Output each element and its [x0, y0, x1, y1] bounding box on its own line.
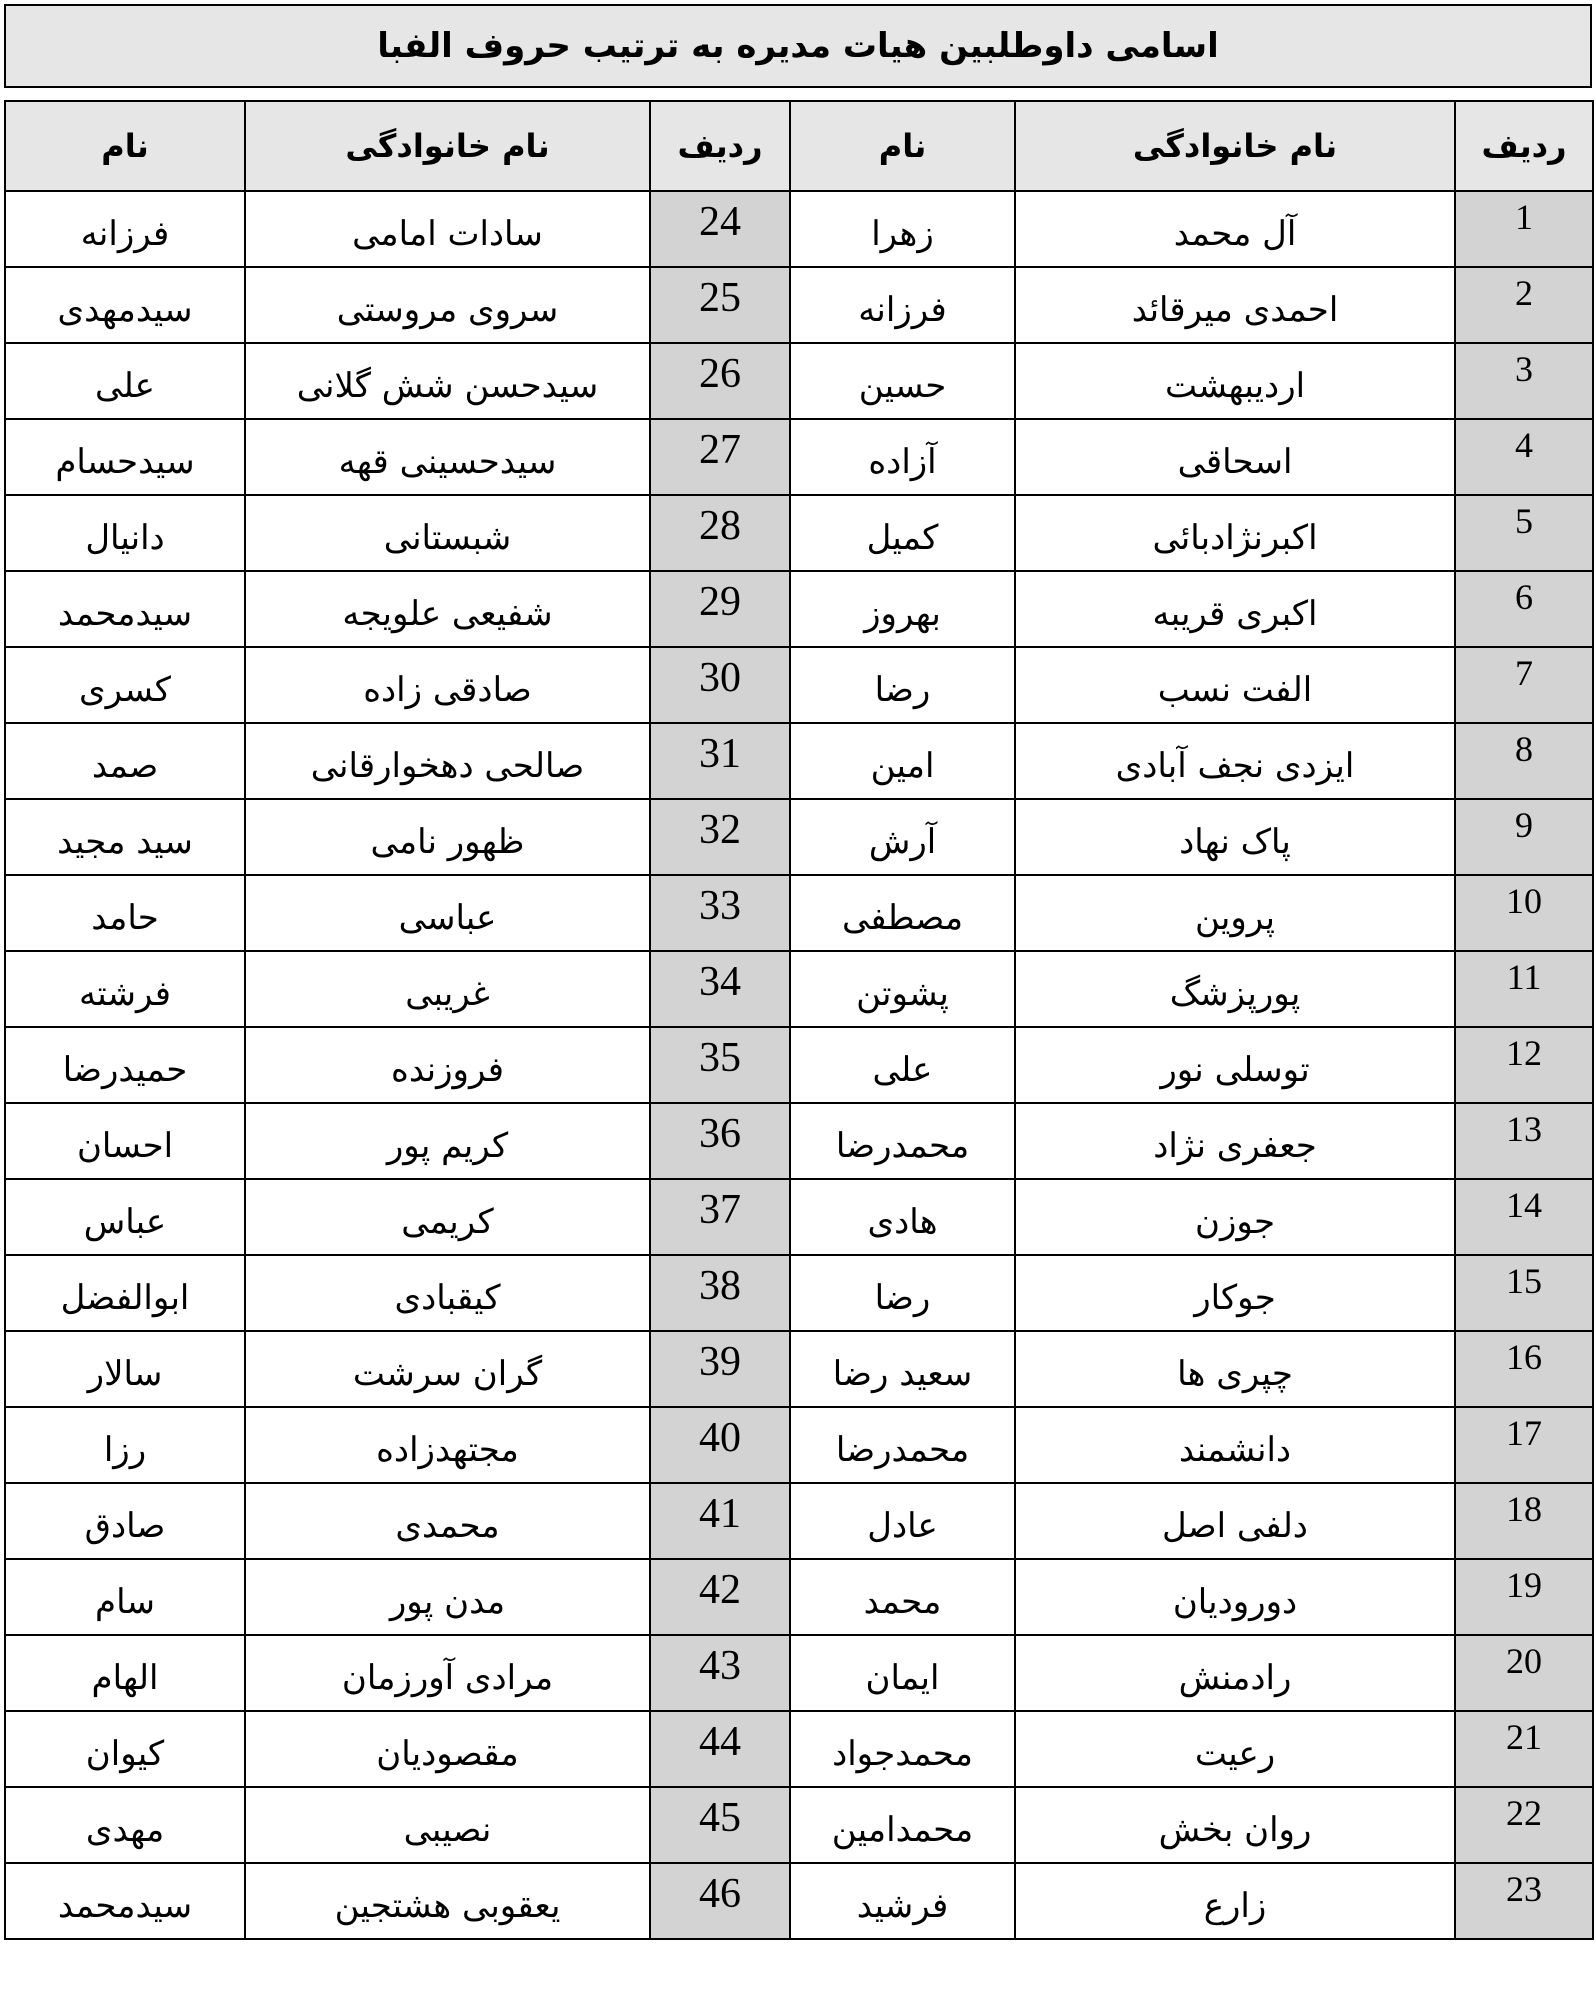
- radif-cell: 26: [650, 343, 790, 419]
- radif-cell: 6: [1455, 571, 1593, 647]
- radif-cell: 22: [1455, 1787, 1593, 1863]
- name-cell: محمدرضا: [790, 1103, 1015, 1179]
- name-cell: هادی: [790, 1179, 1015, 1255]
- radif-cell: 15: [1455, 1255, 1593, 1331]
- name-cell: سام: [5, 1559, 245, 1635]
- family-cell: جوزن: [1015, 1179, 1455, 1255]
- radif-cell: 12: [1455, 1027, 1593, 1103]
- name-cell: سیدحسام: [5, 419, 245, 495]
- radif-cell: 32: [650, 799, 790, 875]
- radif-cell: 8: [1455, 723, 1593, 799]
- radif-cell: 41: [650, 1483, 790, 1559]
- table-row: [5, 1787, 1593, 1863]
- family-cell: دلفی اصل: [1015, 1483, 1455, 1559]
- family-cell: پاک نهاد: [1015, 799, 1455, 875]
- name-cell: صادق: [5, 1483, 245, 1559]
- radif-cell: 11: [1455, 951, 1593, 1027]
- family-cell: توسلی نور: [1015, 1027, 1455, 1103]
- radif-cell: 18: [1455, 1483, 1593, 1559]
- radif-cell: 25: [650, 267, 790, 343]
- table-row: [5, 875, 1593, 951]
- name-cell: محمدامین: [790, 1787, 1015, 1863]
- table-row: [5, 723, 1593, 799]
- family-cell: صالحی دهخوارقانی: [245, 723, 650, 799]
- radif-cell: 34: [650, 951, 790, 1027]
- table-row: [5, 1863, 1593, 1939]
- name-cell: دانیال: [5, 495, 245, 571]
- family-cell: مرادی آورزمان: [245, 1635, 650, 1711]
- radif-cell: 20: [1455, 1635, 1593, 1711]
- family-cell: اکبری قریبه: [1015, 571, 1455, 647]
- radif-cell: 28: [650, 495, 790, 571]
- name-cell: حمیدرضا: [5, 1027, 245, 1103]
- name-cell: پشوتن: [790, 951, 1015, 1027]
- family-cell: سیدحسن شش گلانی: [245, 343, 650, 419]
- name-cell: حامد: [5, 875, 245, 951]
- name-cell: عباس: [5, 1179, 245, 1255]
- radif-cell: 35: [650, 1027, 790, 1103]
- table-row: [5, 267, 1593, 343]
- name-cell: محمدرضا: [790, 1407, 1015, 1483]
- table-row: [5, 951, 1593, 1027]
- family-cell: روان بخش: [1015, 1787, 1455, 1863]
- name-cell: بهروز: [790, 571, 1015, 647]
- radif-cell: 37: [650, 1179, 790, 1255]
- family-cell: شبستانی: [245, 495, 650, 571]
- name-cell: عادل: [790, 1483, 1015, 1559]
- family-cell: رعیت: [1015, 1711, 1455, 1787]
- family-cell: شفیعی علویجه: [245, 571, 650, 647]
- name-cell: سید مجید: [5, 799, 245, 875]
- radif-cell: 7: [1455, 647, 1593, 723]
- family-cell: محمدی: [245, 1483, 650, 1559]
- name-cell: احسان: [5, 1103, 245, 1179]
- family-cell: فروزنده: [245, 1027, 650, 1103]
- family-cell: مجتهدزاده: [245, 1407, 650, 1483]
- name-cell: سعید رضا: [790, 1331, 1015, 1407]
- radif-cell: 9: [1455, 799, 1593, 875]
- header-name-right: نام: [790, 101, 1015, 191]
- name-cell: رضا: [790, 647, 1015, 723]
- radif-cell: 23: [1455, 1863, 1593, 1939]
- radif-cell: 43: [650, 1635, 790, 1711]
- radif-cell: 10: [1455, 875, 1593, 951]
- radif-cell: 38: [650, 1255, 790, 1331]
- table-body: [5, 101, 1593, 1939]
- radif-cell: 44: [650, 1711, 790, 1787]
- candidates-table: [4, 100, 1594, 1940]
- radif-cell: 46: [650, 1863, 790, 1939]
- page-title: اسامی داوطلبین هیات مدیره به ترتیب حروف الفبا: [377, 26, 1219, 66]
- family-cell: مقصودیان: [245, 1711, 650, 1787]
- name-cell: فرشته: [5, 951, 245, 1027]
- family-cell: ظهور نامی: [245, 799, 650, 875]
- name-cell: سیدمهدی: [5, 267, 245, 343]
- radif-cell: 16: [1455, 1331, 1593, 1407]
- header-radif-left: ردیف: [650, 101, 790, 191]
- name-cell: کیوان: [5, 1711, 245, 1787]
- header-radif-right: ردیف: [1455, 101, 1593, 191]
- name-cell: مهدی: [5, 1787, 245, 1863]
- name-cell: ایمان: [790, 1635, 1015, 1711]
- family-cell: دورودیان: [1015, 1559, 1455, 1635]
- family-cell: الفت نسب: [1015, 647, 1455, 723]
- name-cell: فرزانه: [5, 191, 245, 267]
- header-row: [5, 101, 1593, 191]
- name-cell: آزاده: [790, 419, 1015, 495]
- family-cell: جوکار: [1015, 1255, 1455, 1331]
- name-cell: آرش: [790, 799, 1015, 875]
- table-row: [5, 571, 1593, 647]
- name-cell: کسری: [5, 647, 245, 723]
- family-cell: سیدحسینی قهه: [245, 419, 650, 495]
- table-row: [5, 1711, 1593, 1787]
- radif-cell: 21: [1455, 1711, 1593, 1787]
- family-cell: سروی مروستی: [245, 267, 650, 343]
- radif-cell: 2: [1455, 267, 1593, 343]
- radif-cell: 42: [650, 1559, 790, 1635]
- table-row: [5, 191, 1593, 267]
- radif-cell: 29: [650, 571, 790, 647]
- radif-cell: 40: [650, 1407, 790, 1483]
- radif-cell: 4: [1455, 419, 1593, 495]
- family-cell: عباسی: [245, 875, 650, 951]
- table-row: [5, 1255, 1593, 1331]
- family-cell: مدن پور: [245, 1559, 650, 1635]
- family-cell: دانشمند: [1015, 1407, 1455, 1483]
- table-row: [5, 1179, 1593, 1255]
- radif-cell: 30: [650, 647, 790, 723]
- family-cell: یعقوبی هشتجین: [245, 1863, 650, 1939]
- family-cell: سادات امامی: [245, 191, 650, 267]
- family-cell: صادقی زاده: [245, 647, 650, 723]
- name-cell: محمد: [790, 1559, 1015, 1635]
- name-cell: امین: [790, 723, 1015, 799]
- radif-cell: 5: [1455, 495, 1593, 571]
- name-cell: محمدجواد: [790, 1711, 1015, 1787]
- family-cell: چپری ها: [1015, 1331, 1455, 1407]
- table-row: [5, 1407, 1593, 1483]
- name-cell: ابوالفضل: [5, 1255, 245, 1331]
- table-row: [5, 495, 1593, 571]
- name-cell: صمد: [5, 723, 245, 799]
- table-row: [5, 343, 1593, 419]
- family-cell: رادمنش: [1015, 1635, 1455, 1711]
- radif-cell: 36: [650, 1103, 790, 1179]
- radif-cell: 17: [1455, 1407, 1593, 1483]
- family-cell: گران سرشت: [245, 1331, 650, 1407]
- family-cell: پورپزشگ: [1015, 951, 1455, 1027]
- name-cell: سالار: [5, 1331, 245, 1407]
- family-cell: آل محمد: [1015, 191, 1455, 267]
- family-cell: کیقبادی: [245, 1255, 650, 1331]
- header-name-left: نام: [5, 101, 245, 191]
- family-cell: زارع: [1015, 1863, 1455, 1939]
- name-cell: زهرا: [790, 191, 1015, 267]
- table-row: [5, 1027, 1593, 1103]
- table-row: [5, 1483, 1593, 1559]
- name-cell: سیدمحمد: [5, 571, 245, 647]
- name-cell: حسین: [790, 343, 1015, 419]
- family-cell: جعفری نژاد: [1015, 1103, 1455, 1179]
- header-family-left: نام خانوادگی: [245, 101, 650, 191]
- table-row: [5, 1635, 1593, 1711]
- name-cell: الهام: [5, 1635, 245, 1711]
- name-cell: سیدمحمد: [5, 1863, 245, 1939]
- family-cell: ایزدی نجف آبادی: [1015, 723, 1455, 799]
- family-cell: اردیبهشت: [1015, 343, 1455, 419]
- radif-cell: 1: [1455, 191, 1593, 267]
- name-cell: علی: [5, 343, 245, 419]
- family-cell: غریبی: [245, 951, 650, 1027]
- radif-cell: 27: [650, 419, 790, 495]
- name-cell: فرشید: [790, 1863, 1015, 1939]
- name-cell: مصطفی: [790, 875, 1015, 951]
- family-cell: اکبرنژادبائی: [1015, 495, 1455, 571]
- radif-cell: 31: [650, 723, 790, 799]
- family-cell: اسحاقی: [1015, 419, 1455, 495]
- family-cell: کریمی: [245, 1179, 650, 1255]
- radif-cell: 14: [1455, 1179, 1593, 1255]
- radif-cell: 24: [650, 191, 790, 267]
- name-cell: کمیل: [790, 495, 1015, 571]
- table-row: [5, 799, 1593, 875]
- radif-cell: 45: [650, 1787, 790, 1863]
- title-bar: [4, 4, 1592, 88]
- name-cell: فرزانه: [790, 267, 1015, 343]
- table-row: [5, 419, 1593, 495]
- radif-cell: 19: [1455, 1559, 1593, 1635]
- radif-cell: 3: [1455, 343, 1593, 419]
- family-cell: پروین: [1015, 875, 1455, 951]
- header-family-right: نام خانوادگی: [1015, 101, 1455, 191]
- name-cell: رزا: [5, 1407, 245, 1483]
- family-cell: نصیبی: [245, 1787, 650, 1863]
- radif-cell: 13: [1455, 1103, 1593, 1179]
- family-cell: احمدی میرقائد: [1015, 267, 1455, 343]
- radif-cell: 39: [650, 1331, 790, 1407]
- table-row: [5, 1103, 1593, 1179]
- table-row: [5, 647, 1593, 723]
- radif-cell: 33: [650, 875, 790, 951]
- name-cell: علی: [790, 1027, 1015, 1103]
- family-cell: کریم پور: [245, 1103, 650, 1179]
- name-cell: رضا: [790, 1255, 1015, 1331]
- table-row: [5, 1559, 1593, 1635]
- table-row: [5, 1331, 1593, 1407]
